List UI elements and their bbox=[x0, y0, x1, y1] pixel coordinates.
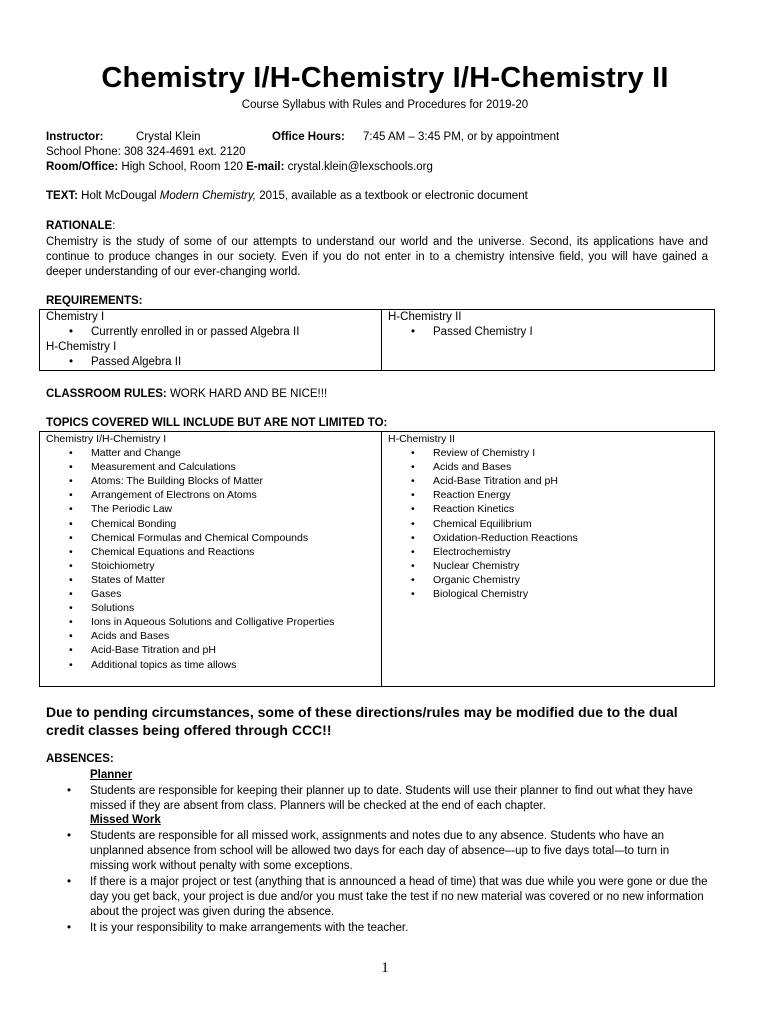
topic-item: • Chemical Formulas and Chemical Compounds bbox=[91, 531, 381, 545]
school-phone-label: School Phone: bbox=[46, 146, 121, 158]
topic-item: • The Periodic Law bbox=[91, 502, 381, 516]
email-label: E-mail: bbox=[246, 161, 285, 173]
requirement-item: • Passed Chemistry I bbox=[433, 325, 714, 340]
topic-item: • Gases bbox=[91, 587, 381, 601]
page-number: 1 bbox=[381, 960, 389, 976]
planner-text: • Students are responsible for keeping their planner up to date. Students will use their planner to find out what they have missed if they are absent from class. Planners will be checked at the end of each chapter. bbox=[90, 784, 708, 814]
absences-heading: ABSENCES: bbox=[46, 753, 114, 765]
topics-right-title: H-Chemistry II bbox=[388, 433, 456, 445]
requirement-item: • Passed Algebra II bbox=[91, 355, 381, 370]
topic-item: • Electrochemistry bbox=[433, 545, 714, 559]
requirements-right-cell bbox=[382, 310, 715, 371]
topic-item: • Reaction Kinetics bbox=[433, 502, 714, 516]
topic-item: • Reaction Energy bbox=[433, 488, 714, 502]
classroom-rules-label: CLASSROOM RULES: bbox=[46, 388, 167, 400]
school-phone-value: 308 324-4691 ext. 2120 bbox=[124, 146, 246, 158]
rationale-heading: RATIONALE bbox=[46, 220, 113, 232]
document-subtitle: Course Syllabus with Rules and Procedures for 2019-20 bbox=[241, 99, 529, 111]
topic-item: • Acids and Bases bbox=[433, 460, 714, 474]
topic-item: • Acid-Base Titration and pH bbox=[433, 474, 714, 488]
rationale-heading-line bbox=[46, 220, 115, 232]
rationale-text: Chemistry is the study of some of our attempts to understand our world and the universe. Second, its applications have and continue to produce changes in our society. Even if you do not enter in to a chemistry intensive field, you will have gained a deeper understanding of our ever-changing world. bbox=[46, 236, 708, 278]
topics-heading: TOPICS COVERED WILL INCLUDE BUT ARE NOT LIMITED TO: bbox=[46, 417, 388, 429]
topics-right-cell bbox=[382, 432, 715, 687]
missed-work-text-2: • If there is a major project or test (anything that is announced a head of time) that was due while you were gone or due the day you get back, your project is due and/or you must take the test if no new material was covered or no new information about the project was given during the absence. bbox=[90, 875, 708, 920]
missed-work-text-3: • It is your responsibility to make arrangements with the teacher. bbox=[90, 921, 708, 936]
requirement-course-hchem1: H-Chemistry I bbox=[46, 341, 117, 353]
topic-item: • Acids and Bases bbox=[91, 629, 381, 643]
topic-item: • Stoichiometry bbox=[91, 559, 381, 573]
topic-item: • States of Matter bbox=[91, 573, 381, 587]
textbook-line bbox=[46, 190, 528, 202]
topic-item: • Atoms: The Building Blocks of Matter bbox=[91, 474, 381, 488]
office-hours-value: 7:45 AM – 3:45 PM, or by appointment bbox=[363, 131, 560, 143]
notice-text: Due to pending circumstances, some of these directions/rules may be modified due to the dual credit classes being offered through CCC!! bbox=[46, 704, 678, 738]
topic-item: • Review of Chemistry I bbox=[433, 446, 714, 460]
textbook-publisher: Holt McDougal bbox=[81, 190, 157, 202]
requirements-heading: REQUIREMENTS: bbox=[46, 295, 143, 307]
missed-work-heading: Missed Work bbox=[90, 814, 161, 826]
topic-item: • Chemical Equilibrium bbox=[433, 517, 714, 531]
rationale-body bbox=[46, 235, 708, 280]
document-title: Chemistry I/H-Chemistry I/H-Chemistry II bbox=[101, 62, 669, 94]
office-hours-label: Office Hours: bbox=[272, 131, 345, 143]
requirements-table bbox=[39, 309, 715, 371]
topic-item: • Organic Chemistry bbox=[433, 573, 714, 587]
instructor-line bbox=[46, 131, 560, 143]
topic-item: • Measurement and Calculations bbox=[91, 460, 381, 474]
topic-item: • Acid-Base Titration and pH bbox=[91, 643, 381, 657]
school-phone-line bbox=[46, 146, 246, 158]
topics-table bbox=[39, 431, 715, 687]
topic-item: • Solutions bbox=[91, 601, 381, 615]
requirement-course-chem1: Chemistry I bbox=[46, 311, 105, 323]
requirements-left-cell bbox=[40, 310, 382, 371]
topic-item: • Oxidation-Reduction Reactions bbox=[433, 531, 714, 545]
topics-left-cell bbox=[40, 432, 382, 687]
topics-left-list bbox=[46, 446, 381, 672]
classroom-rules-value: WORK HARD AND BE NICE!!! bbox=[169, 388, 328, 400]
room-value: High School, Room 120 bbox=[121, 161, 243, 173]
classroom-rules-line bbox=[46, 388, 327, 400]
textbook-label: TEXT: bbox=[46, 190, 78, 202]
topic-item: • Matter and Change bbox=[91, 446, 381, 460]
textbook-title: Modern Chemistry, bbox=[159, 190, 257, 202]
email-value: crystal.klein@lexschools.org bbox=[287, 161, 433, 173]
rationale-colon: : bbox=[112, 220, 116, 232]
topics-left-title: Chemistry I/H-Chemistry I bbox=[46, 433, 167, 445]
planner-heading: Planner bbox=[90, 769, 133, 781]
requirement-course-hchem2: H-Chemistry II bbox=[388, 311, 462, 323]
room-line bbox=[46, 161, 433, 173]
missed-work-text-1: • Students are responsible for all missed work, assignments and notes due to any absence. Students who have an unplanned absence from school will be allowed two days for each day of absence–-up to five days total-–to turn in missing work without penalty with some exceptions. bbox=[90, 829, 708, 874]
topic-item: • Arrangement of Electrons on Atoms bbox=[91, 488, 381, 502]
topic-item: • Ions in Aqueous Solutions and Colligative Properties bbox=[91, 615, 381, 629]
topics-right-list bbox=[388, 446, 714, 601]
textbook-details: 2015, available as a textbook or electronic document bbox=[259, 190, 528, 202]
topic-item: • Chemical Bonding bbox=[91, 517, 381, 531]
instructor-name: Crystal Klein bbox=[136, 131, 201, 143]
room-label: Room/Office: bbox=[46, 161, 119, 173]
topic-item: • Biological Chemistry bbox=[433, 587, 714, 601]
requirement-item: • Currently enrolled in or passed Algebra II bbox=[91, 325, 381, 340]
topic-item: • Additional topics as time allows bbox=[91, 658, 381, 672]
instructor-label: Instructor: bbox=[46, 131, 104, 143]
topic-item: • Nuclear Chemistry bbox=[433, 559, 714, 573]
topic-item: • Chemical Equations and Reactions bbox=[91, 545, 381, 559]
